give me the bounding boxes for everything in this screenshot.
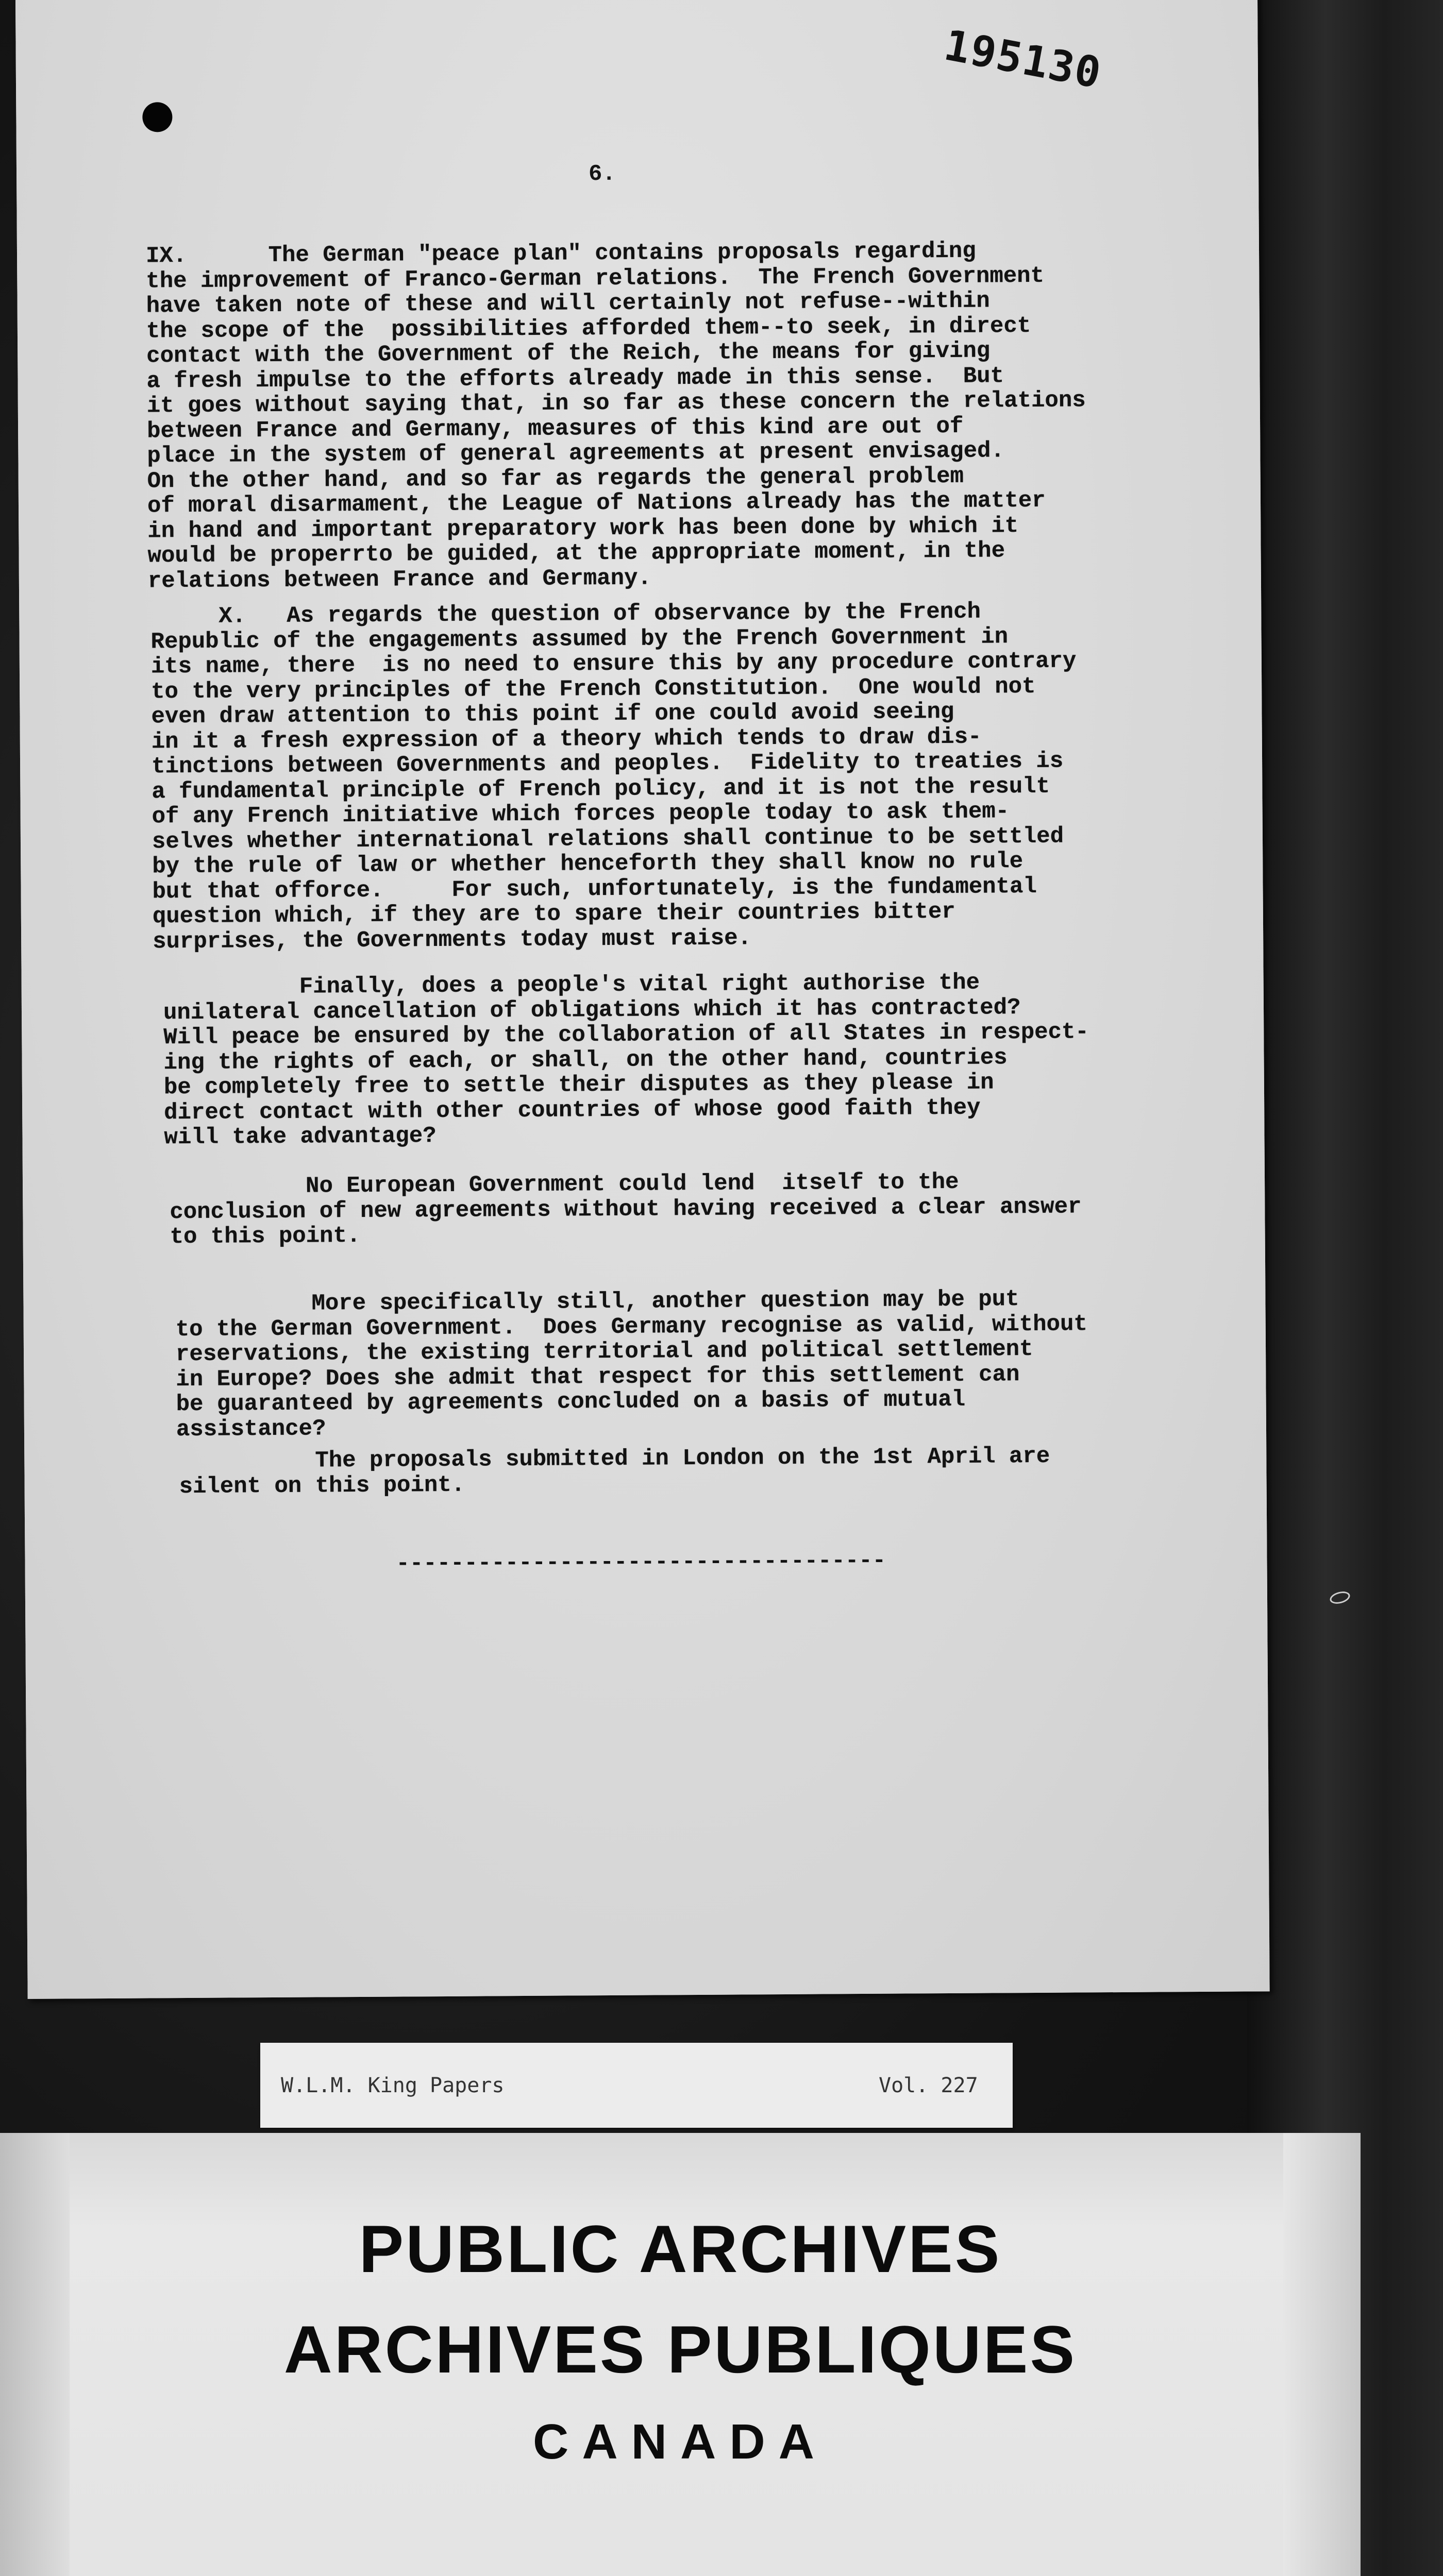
archives-country: CANADA [533, 2414, 828, 2469]
archives-title-french: ARCHIVES PUBLIQUES [283, 2312, 1077, 2387]
punch-hole [142, 102, 172, 132]
paragraph-no-european: No European Government could lend itself to the conclusion of new agreements without having received a clear answer to this point. [169, 1169, 1082, 1250]
volume-number: Vol. 227 [879, 2074, 978, 2097]
collection-label [260, 2043, 1013, 2128]
separator-line: ------------------------------------ [396, 1548, 886, 1577]
paragraph-proposals: The proposals submitted in London on the 1st April are silent on this point. [179, 1443, 1050, 1500]
paragraph-x: X. As regards the question of observance by the French Republic of the engagements assumed by the French Government in its name, there is no need to ensure this by any procedure contrary to the very principles of the French Constitution. One would not even draw attention to this point if one could avoid seeing in it a fresh expression of a theory which tends to draw dis- tinctions between Governments and peoples. Fidelity to treaties is a fundamental principle of French policy, and it is not the result of any French initiative which forces people today to ask them- selves whether international relations shall continue to be settled by the rule of law or whether henceforth they shall know no rule but that offorce. For such, unfortunately, is the fundamental question which, if they are to spare their countries bitter surprises, the Governments today must raise. [150, 599, 1077, 955]
typed-page [15, 0, 1270, 1999]
archives-board [0, 2133, 1361, 2576]
stamp-number: 195130 [940, 21, 1106, 98]
paragraph-ix: IX. The German "peace plan" contains proposals regarding the improvement of Franco-German relations. The French Government have taken note of these and will certainly not refuse--within the scope of the possibilities afforded them--to seek, in direct contact with the Government of the Reich, the means for giving a fresh impulse to the efforts already made in this sense. But it goes without saying that, in so far as these concern the relations between France and Germany, measures of this kind are out of place in the system of general agreements at present envisaged. On the other hand, and so far as regards the general problem of moral disarmament, the League of Nations already has the matter in hand and important preparatory work has been done by which it would be properrto be guided, at the appropriate moment, in the relations between France and Germany. [145, 238, 1086, 594]
archives-title-english: PUBLIC ARCHIVES [359, 2211, 1002, 2286]
collection-name: W.L.M. King Papers [281, 2074, 505, 2097]
paragraph-more-specifically: More specifically still, another question may be put to the German Government. Does Germany recognise as valid, without reservations, the existing territorial and political settlement in Europe? Does she admit that respect for this settlement can be guaranteed by agreements concluded on a basis of mutual assistance? [175, 1286, 1087, 1443]
page-number: 6. [588, 161, 616, 188]
paragraph-finally: Finally, does a people's vital right authorise the unilateral cancellation of obligations which it has contracted? Will peace be ensured by the collaboration of all States in respect- ing the rights of each, or shall, on the other hand, countries be completely free to settle their disputes as they please in direct contact with other countries of whose good faith they will take advantage? [163, 970, 1089, 1151]
